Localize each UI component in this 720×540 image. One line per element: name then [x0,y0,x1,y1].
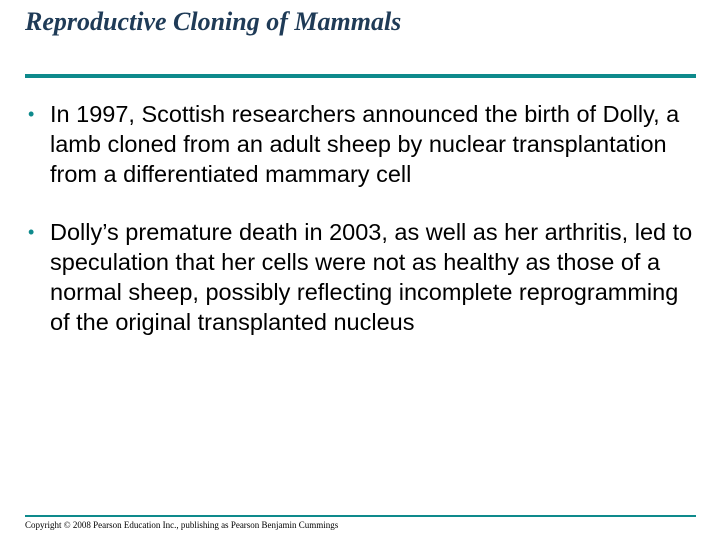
footer-divider [25,515,696,517]
bullet-list [28,99,693,337]
bullet-text: Dolly’s premature death in 2003, as well as her arthritis, led to speculation that her cells were not as healthy as those of a normal sheep, possibly reflecting incomplete reprogramming of the original transplanted nucleus [50,219,693,335]
title-divider [25,74,696,78]
bullet-dot-icon: • [28,222,35,242]
copyright-notice: Copyright © 2008 Pearson Education Inc., publishing as Pearson Benjamin Cummings [25,520,339,530]
bullet-item-dolly-death [28,217,693,337]
slide-title: Reproductive Cloning of Mammals [25,7,402,36]
bullet-item-dolly-birth [28,99,693,189]
bullet-dot-icon: • [28,104,35,124]
bullet-text: In 1997, Scottish researchers announced the birth of Dolly, a lamb cloned from an adult sheep by nuclear transplantation from a differentiated mammary cell [50,101,680,187]
